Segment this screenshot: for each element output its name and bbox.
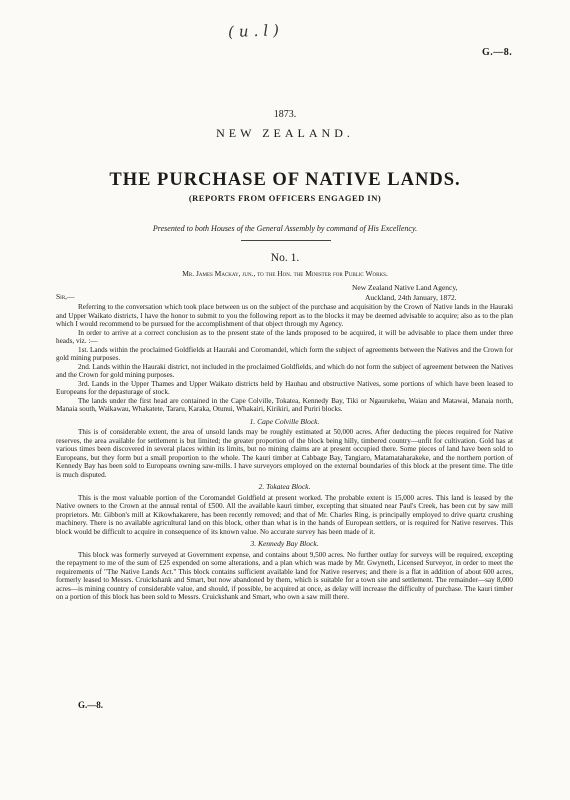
subtitle: (REPORTS FROM OFFICERS ENGAGED IN) [188, 193, 382, 203]
paragraph: In order to arrive at a correct conclusion as to the present state of the lands proposed to be acquired, it will be advisable to place them under three heads, viz. :— [56, 328, 513, 345]
paragraph: Referring to the conversation which took place between us on the subject of the purchase and acquisition by the Crown of Native lands in the Hauraki and Upper Waikato districts, I have the honor to submit to you the following report as to the blocks it may be deemed advisable to acquire; also as to the plan which I would recommend to be pursued for the accomplishment of that object through my Agency. [56, 303, 513, 328]
country: NEW ZEALAND. [216, 126, 354, 140]
doc-number: No. 1. [270, 252, 300, 264]
letter-body [56, 303, 513, 602]
doc-ref-bottom: G.—8. [78, 700, 104, 710]
presented-line: Presented to both Houses of the General Assembly by command of His Excellency. [152, 224, 418, 233]
year: 1873. [273, 109, 297, 120]
paragraph: 1st. Lands within the proclaimed Goldfields at Hauraki and Coromandel, which form the subject of agreements between the Natives and the Crown for gold mining purposes. [56, 345, 513, 362]
paragraph: 2nd. Lands within the Hauraki district, not included in the proclaimed Goldfields, and which do not form the subject of agreement between the Natives and the Crown for gold mining purposes. [56, 362, 513, 379]
from-to-line: Mr. James Mackay, jun., to the Hon. the Minister for Public Works. [182, 269, 388, 278]
address-line-1: New Zealand Native Land Agency, [352, 283, 458, 292]
handwritten-mark: (u.l) [227, 21, 285, 41]
paragraph: This is the most valuable portion of the Coromandel Goldfield at present worked. The probable extent is 15,000 acres. This land is leased by the Native owners to the Crown at the annual rental of £500. All the available kauri timber, excepting that situated near Paul's Creek, has been cut by saw mill proprietors. Mr. Gibbon's mill at Kikowhakarere, has been recently removed; and that of Mr. Charles Ring, is principally employed to drive quartz crushing machinery. There is no available agricultural land on this block, other than what is in the hands of European settlers, or is required for Native reserves. This block would be difficult to acquire in consequence of its known value. No accurate survey has been made of it. [56, 493, 513, 536]
paragraph: This is of considerable extent, the area of unsold lands may be roughly estimated at 50,000 acres. After deducting the pieces required for Native reserves, the area available for settlement is but limited; the greater proportion of the block being hilly, timbered country—unfit for cultivation. Gold has at various times been discovered in several places within its limits, but no mining claims are at present occupied there. Some pieces of land have been sold to Europeans, but they form but a small proportion to the whole. The kauri timber at Cabbage Bay, Tangiaro, Matamataharakeke, and the northern portion of Kennedy Bay has been sold to Europeans owning saw-mills. I have surveyors employed on the external boundaries of this block at the present time. The title is much disputed. [56, 428, 513, 479]
paragraph: 3rd. Lands in the Upper Thames and Upper Waikato districts held by Hauhau and obstructive Natives, some portions of which have been leased to Europeans for the depasturage of stock. [56, 379, 513, 396]
doc-ref-top: G.—8. [482, 47, 513, 58]
address-line-2: Auckland, 24th January, 1872. [365, 293, 457, 302]
section-heading: 3. Kennedy Bay Block. [250, 539, 319, 548]
divider [241, 240, 331, 241]
salutation: Sir,— [56, 292, 75, 301]
paragraph: The lands under the first head are contained in the Cape Colville, Tokatea, Kennedy Bay, Tiki or Ngaurukehu, Waiau and Matawai, Manaia north, Manaia south, Waikawau, Whakatete, Tararu, Karaka, Otunui, Whakairi, Kirikiri, and Puriri blocks. [56, 396, 513, 413]
section-heading: 2. Tokatea Block. [258, 482, 311, 491]
section-heading: 1. Cape Colville Block. [249, 416, 320, 426]
paragraph: This block was formerly surveyed at Government expense, and contains about 9,500 acres. No further outlay for surveys will be required, excepting the repayment to me of the sum of £25 expended on some alterations, and a plan which was made by Mr. Gwyneth, Licensed Surveyor, in order to meet the requirements of "The Native Lands Act." This block contains sufficient available land for Native reserves; and there is a flat in addition of about 600 acres, formerly leased to Messrs. Cruickshank and Smart, but now abandoned by them, which is suitable for a town site and settlement. The remainder—say 8,000 acres—is mining country of considerable value, and should, if possible, be acquired at once, as delay will increase the difficulty of purchase. The kauri timber on a portion of this block has been sold to Messrs. Cruickshank and Smart, who own a saw mill there. [56, 550, 513, 601]
page-title: THE PURCHASE OF NATIVE LANDS. [109, 170, 461, 190]
